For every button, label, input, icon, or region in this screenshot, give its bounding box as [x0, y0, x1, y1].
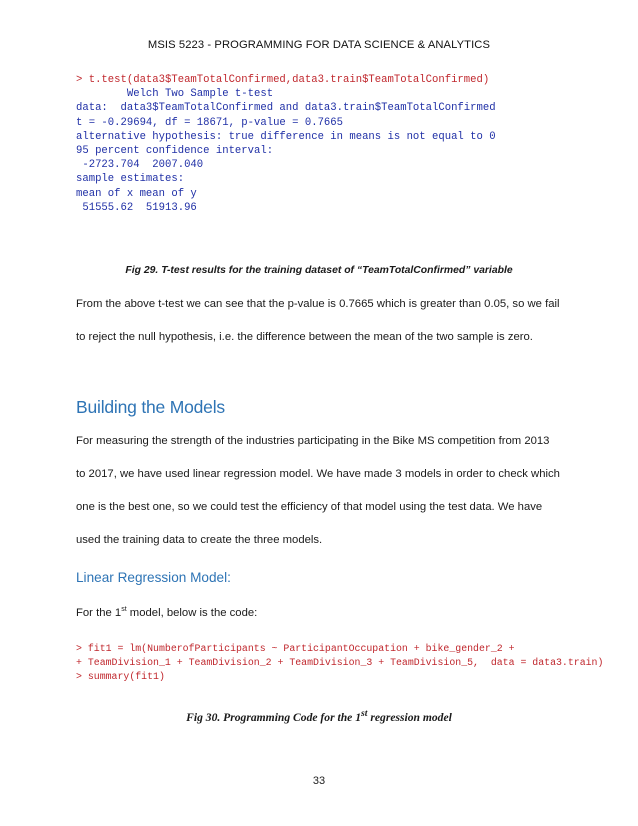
output-line-means-header: mean of x mean of y	[76, 187, 197, 200]
paragraph-line: to 2017, we have used linear regression model. We have made 3 models in order to check which	[76, 468, 560, 480]
figure-30-caption: Fig 30. Programming Code for the 1st regression model	[186, 708, 452, 724]
paragraph-line: From the above t-test we can see that the p-value is 0.7665 which is greater than 0.05, so we fail	[76, 298, 560, 310]
figure-29-caption: Fig 29. T-test results for the training dataset of “TeamTotalConfirmed” variable	[125, 265, 513, 276]
page-number: 33	[312, 775, 326, 787]
code-intro-text: For the 1st model, below is the code:	[76, 606, 258, 619]
output-line-estimates-label: sample estimates:	[76, 173, 185, 186]
output-line-statistics: t = -0.29694, df = 18671, p-value = 0.7665	[76, 116, 344, 129]
code-line: + TeamDivision_1 + TeamDivision_2 + TeamDivision_3 + TeamDivision_5, data = data3.train)	[76, 656, 604, 668]
ttest-command: > t.test(data3$TeamTotalConfirmed,data3.train$TeamTotalConfirmed)	[76, 74, 490, 86]
output-line-ci-label: 95 percent confidence interval:	[76, 145, 274, 158]
paragraph-line: to reject the null hypothesis, i.e. the difference between the mean of the two sample is zero.	[76, 331, 533, 343]
ttest-conclusion-paragraph	[76, 296, 576, 362]
paragraph-line: For measuring the strength of the industries participating in the Bike MS competition from 2013	[76, 435, 550, 447]
subsection-heading: Linear Regression Model:	[76, 570, 231, 585]
regression-code-block	[76, 642, 603, 683]
paragraph-line: used the training data to create the three models.	[76, 534, 323, 546]
ttest-console-output	[76, 73, 496, 215]
code-line: > fit1 = lm(NumberofParticipants ~ ParticipantOccupation + bike_gender_2 +	[76, 643, 515, 654]
output-line-test-name: Welch Two Sample t-test	[76, 88, 274, 101]
output-line-means-values: 51555.62 51913.96	[76, 201, 197, 214]
running-header: MSIS 5223 - PROGRAMMING FOR DATA SCIENCE & ANALYTICS	[147, 39, 491, 51]
output-line-data: data: data3$TeamTotalConfirmed and data3.train$TeamTotalConfirmed	[76, 102, 496, 115]
output-line-ci-values: -2723.704 2007.040	[76, 159, 204, 172]
output-line-hypothesis: alternative hypothesis: true difference in means is not equal to 0	[76, 130, 496, 143]
section-heading: Building the Models	[76, 397, 225, 417]
code-line: > summary(fit1)	[76, 670, 165, 682]
models-intro-paragraph	[76, 433, 576, 565]
paragraph-line: one is the best one, so we could test the efficiency of that model using the test data. We have	[76, 501, 543, 513]
